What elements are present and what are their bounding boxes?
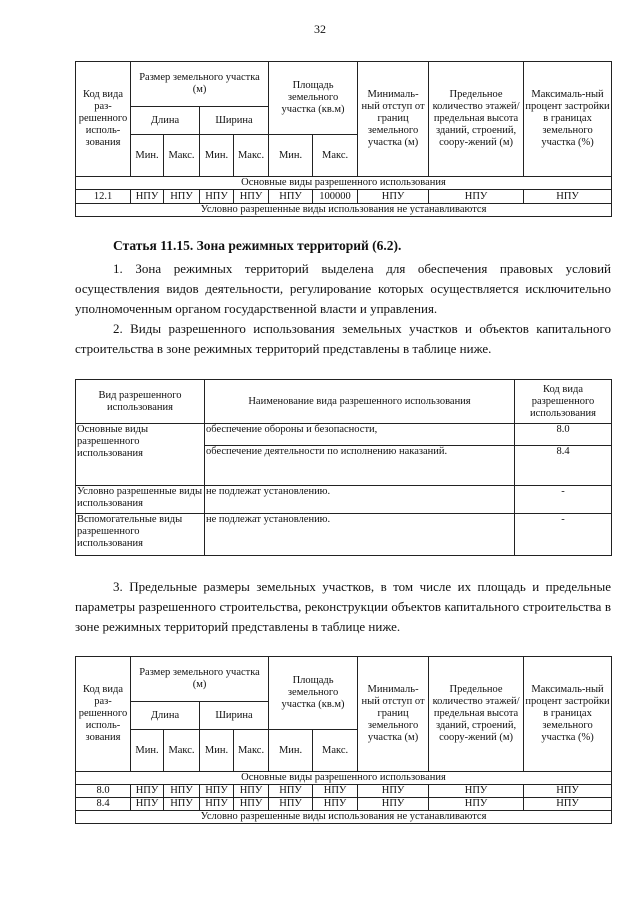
use-name: не подлежат установлению. bbox=[205, 514, 515, 556]
header-min: Мин. bbox=[269, 135, 313, 177]
header-min: Мин. bbox=[200, 730, 234, 772]
table-cell: НПУ bbox=[200, 798, 234, 811]
table-cell: НПУ bbox=[429, 785, 524, 798]
table-cell: 8.0 bbox=[76, 785, 131, 798]
use-code: 8.4 bbox=[515, 446, 612, 486]
header-min: Мин. bbox=[131, 135, 164, 177]
header-coverage: Максималь-ный процент застройки в границах земельного участка (%) bbox=[524, 62, 612, 177]
paragraph-1: 1. Зона режимных территорий выделена для обеспечения правовых условий осуществления видов деятельности, регулирование которых осуществляется исключительно уполномоченным органом государственной власти и управления. bbox=[75, 261, 611, 316]
header-min: Мин. bbox=[200, 135, 234, 177]
header-max: Макс. bbox=[313, 135, 358, 177]
header-setback: Минималь-ный отступ от границ земельного участка (м) bbox=[358, 62, 429, 177]
use-code: - bbox=[515, 514, 612, 556]
table-cell: НПУ bbox=[200, 785, 234, 798]
header-size: Размер земельного участка (м) bbox=[131, 657, 269, 702]
use-name: обеспечение обороны и безопасности, bbox=[205, 424, 515, 446]
section-main: Основные виды разрешенного использования bbox=[76, 772, 612, 785]
paragraph-3: 3. Предельные размеры земельных участков, в том числе их площадь и предельные параметры разрешенного строительства, реконструкции объектов капитального строительства в зоне режимных территорий представлены в таблице ниже. bbox=[75, 579, 611, 634]
header-code: Код вида разрешенного использования bbox=[515, 380, 612, 424]
header-width: Ширина bbox=[200, 107, 269, 135]
section-main: Основные виды разрешенного использования bbox=[76, 177, 612, 190]
table-cell: НПУ bbox=[269, 190, 313, 204]
table-cell: НПУ bbox=[164, 190, 200, 204]
header-code: Код вида раз-решенного исполь-зования bbox=[76, 62, 131, 177]
table-cell: НПУ bbox=[313, 798, 358, 811]
table-cell: НПУ bbox=[524, 798, 612, 811]
table-cell: НПУ bbox=[524, 785, 612, 798]
use-code: - bbox=[515, 486, 612, 514]
table-cell: НПУ bbox=[269, 798, 313, 811]
table-cell: НПУ bbox=[131, 798, 164, 811]
header-size: Размер земельного участка (м) bbox=[131, 62, 269, 107]
table-cell: НПУ bbox=[234, 798, 269, 811]
header-min: Мин. bbox=[131, 730, 164, 772]
header-floors: Предельное количество этажей/ предельная высота зданий, строений, соору-жений (м) bbox=[429, 62, 524, 177]
params-table-2 bbox=[75, 656, 612, 824]
table-cell: 100000 bbox=[313, 190, 358, 204]
article-title: Статья 11.15. Зона режимных территорий (6.2). bbox=[113, 238, 402, 253]
table-cell: 12.1 bbox=[76, 190, 131, 204]
header-floors: Предельное количество этажей/ предельная высота зданий, строений, соору-жений (м) bbox=[429, 657, 524, 772]
table-cell: НПУ bbox=[200, 190, 234, 204]
table-cell: НПУ bbox=[429, 190, 524, 204]
page-number: 32 bbox=[314, 22, 326, 36]
group-conditional: Условно разрешенные виды использования bbox=[76, 486, 205, 514]
header-length: Длина bbox=[131, 107, 200, 135]
header-width: Ширина bbox=[200, 702, 269, 730]
header-min: Мин. bbox=[269, 730, 313, 772]
table-cell: НПУ bbox=[131, 785, 164, 798]
header-name: Наименование вида разрешенного использования bbox=[205, 380, 515, 424]
header-kind: Вид разрешенного использования bbox=[76, 380, 205, 424]
header-area: Площадь земельного участка (кв.м) bbox=[269, 657, 358, 730]
section-conditional: Условно разрешенные виды использования не устанавливаются bbox=[76, 811, 612, 824]
header-max: Макс. bbox=[313, 730, 358, 772]
table-cell: НПУ bbox=[234, 785, 269, 798]
table-cell: НПУ bbox=[524, 190, 612, 204]
header-setback: Минималь-ный отступ от границ земельного участка (м) bbox=[358, 657, 429, 772]
table-cell: НПУ bbox=[269, 785, 313, 798]
table-cell: НПУ bbox=[164, 785, 200, 798]
use-name: обеспечение деятельности по исполнению наказаний. bbox=[205, 446, 515, 486]
table-cell: НПУ bbox=[313, 785, 358, 798]
table-cell: НПУ bbox=[358, 798, 429, 811]
header-length: Длина bbox=[131, 702, 200, 730]
params-table-1 bbox=[75, 61, 612, 217]
header-max: Макс. bbox=[234, 135, 269, 177]
header-max: Макс. bbox=[234, 730, 269, 772]
header-area: Площадь земельного участка (кв.м) bbox=[269, 62, 358, 135]
header-coverage: Максималь-ный процент застройки в границах земельного участка (%) bbox=[524, 657, 612, 772]
use-name: не подлежат установлению. bbox=[205, 486, 515, 514]
table-cell: НПУ bbox=[234, 190, 269, 204]
header-code: Код вида раз-решенного исполь-зования bbox=[76, 657, 131, 772]
section-conditional: Условно разрешенные виды использования не устанавливаются bbox=[76, 204, 612, 217]
table-cell: НПУ bbox=[358, 785, 429, 798]
use-code: 8.0 bbox=[515, 424, 612, 446]
table-cell: НПУ bbox=[131, 190, 164, 204]
table-cell: НПУ bbox=[164, 798, 200, 811]
table-cell: 8.4 bbox=[76, 798, 131, 811]
header-max: Макс. bbox=[164, 135, 200, 177]
table-cell: НПУ bbox=[429, 798, 524, 811]
group-auxiliary: Вспомогательные виды разрешенного использования bbox=[76, 514, 205, 556]
use-types-table bbox=[75, 379, 612, 556]
group-main: Основные виды разрешенного использования bbox=[76, 424, 205, 486]
table-cell: НПУ bbox=[358, 190, 429, 204]
header-max: Макс. bbox=[164, 730, 200, 772]
paragraph-2: 2. Виды разрешенного использования земельных участков и объектов капитального строительства в зоне режимных территорий представлены в таблице ниже. bbox=[75, 321, 611, 356]
